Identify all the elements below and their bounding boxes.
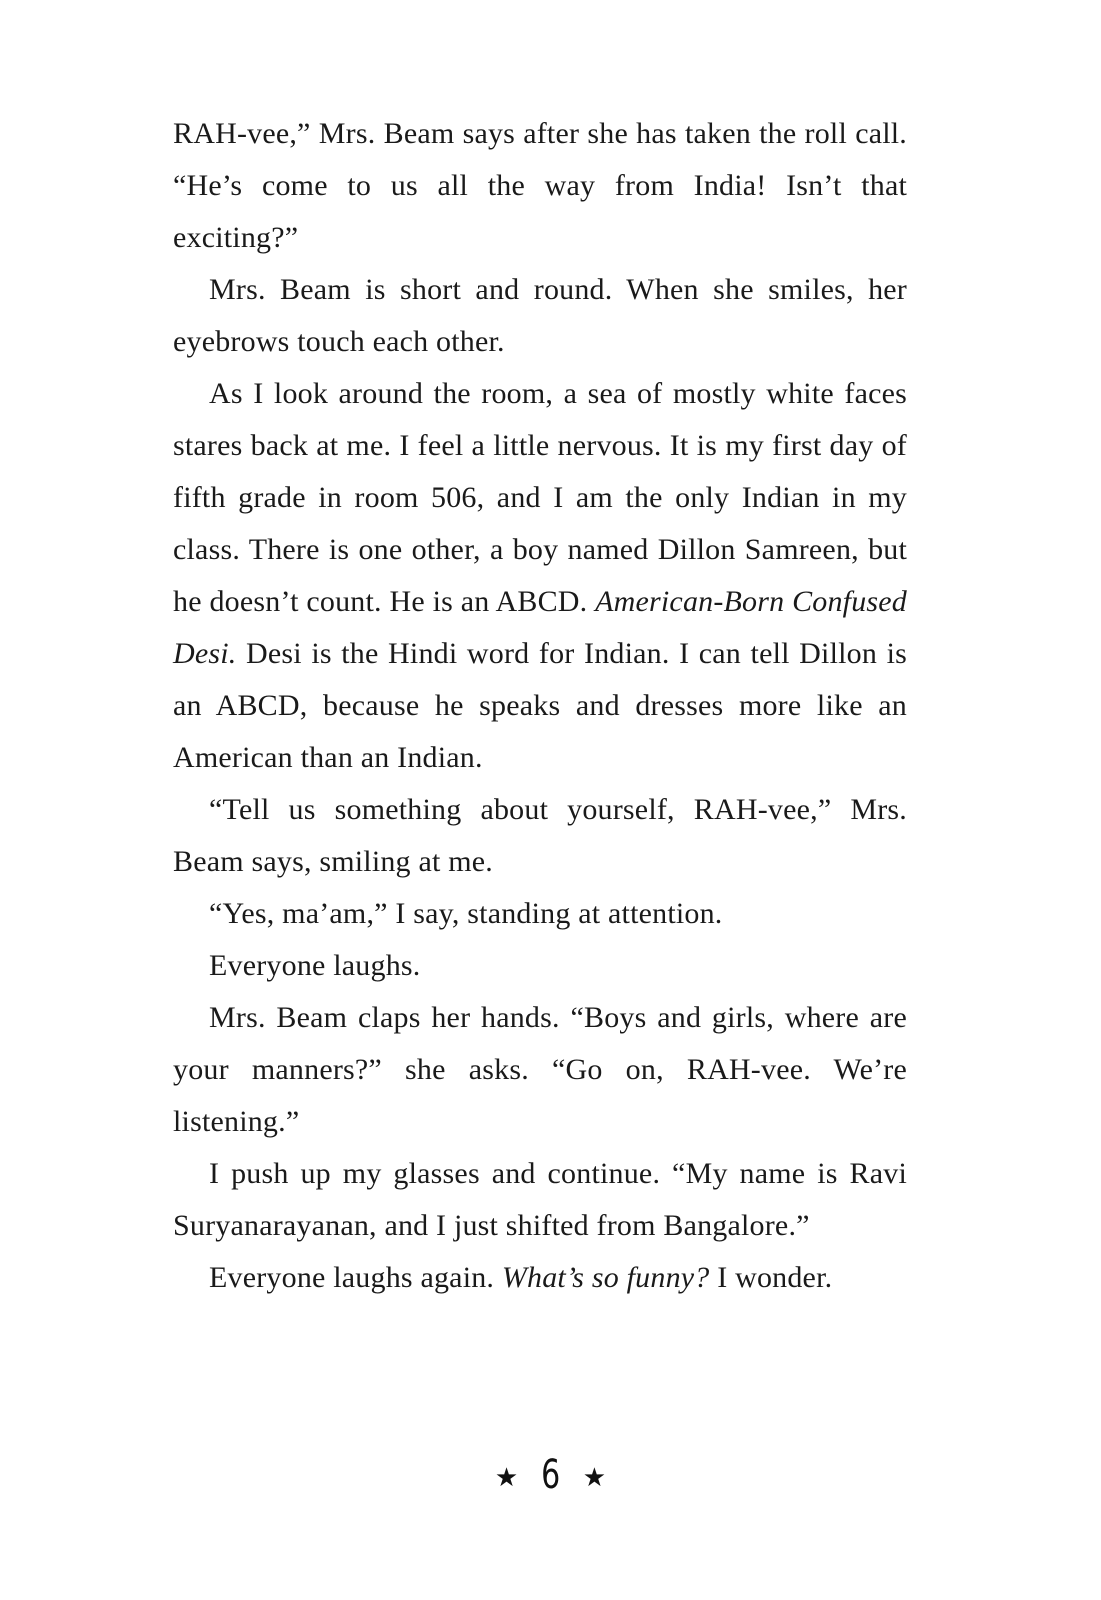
text-run: I push up my glasses and continue. “My name is Ravi Suryanarayanan, and I just shifted from Bangalore.” [173, 1157, 907, 1242]
paragraph [173, 888, 907, 940]
paragraph [173, 992, 907, 1148]
text-run: “Tell us something about yourself, RAH-vee,” Mrs. Beam says, smiling at me. [173, 793, 907, 878]
paragraph [173, 1148, 907, 1252]
page-number: 6 [540, 1452, 561, 1498]
paragraph [173, 784, 907, 888]
text-run: Mrs. Beam is short and round. When she smiles, her eyebrows touch each other. [173, 273, 907, 358]
text-run: “Yes, ma’am,” I say, standing at attention. [209, 897, 723, 930]
page-footer [0, 1452, 1101, 1498]
text-run: Desi is the Hindi word for Indian. I can tell Dillon is an ABCD, because he speaks and dresses more like an American than an Indian. [173, 637, 907, 774]
text-run: Everyone laughs again. [209, 1261, 502, 1294]
italic-text-run: American-Born Confused Desi. [173, 585, 908, 670]
text-run: Mrs. Beam claps her hands. “Boys and girls, where are your manners?” she asks. “Go on, RAH-vee. We’re listening.” [173, 1001, 907, 1138]
paragraph [173, 264, 907, 368]
paragraph [173, 1252, 907, 1304]
body-text [173, 108, 907, 1304]
paragraph [173, 108, 907, 264]
star-icon: ★ [582, 1463, 607, 1493]
text-run: As I look around the room, a sea of mostly white faces stares back at me. I feel a little nervous. It is my first day of fifth grade in room 506, and I am the only Indian in my class. There is one other, a boy named Dillon Samreen, but he doesn’t count. He is an ABCD. [173, 377, 907, 618]
paragraph [173, 368, 907, 784]
text-run: RAH-vee,” Mrs. Beam says after she has taken the roll call. “He’s come to us all the way from India! Isn’t that exciting?” [173, 117, 907, 254]
star-icon: ★ [494, 1463, 519, 1493]
paragraph [173, 940, 907, 992]
text-run: Everyone laughs. [209, 949, 421, 982]
text-run: I wonder. [709, 1261, 833, 1294]
italic-text-run: What’s so funny? [501, 1261, 710, 1294]
